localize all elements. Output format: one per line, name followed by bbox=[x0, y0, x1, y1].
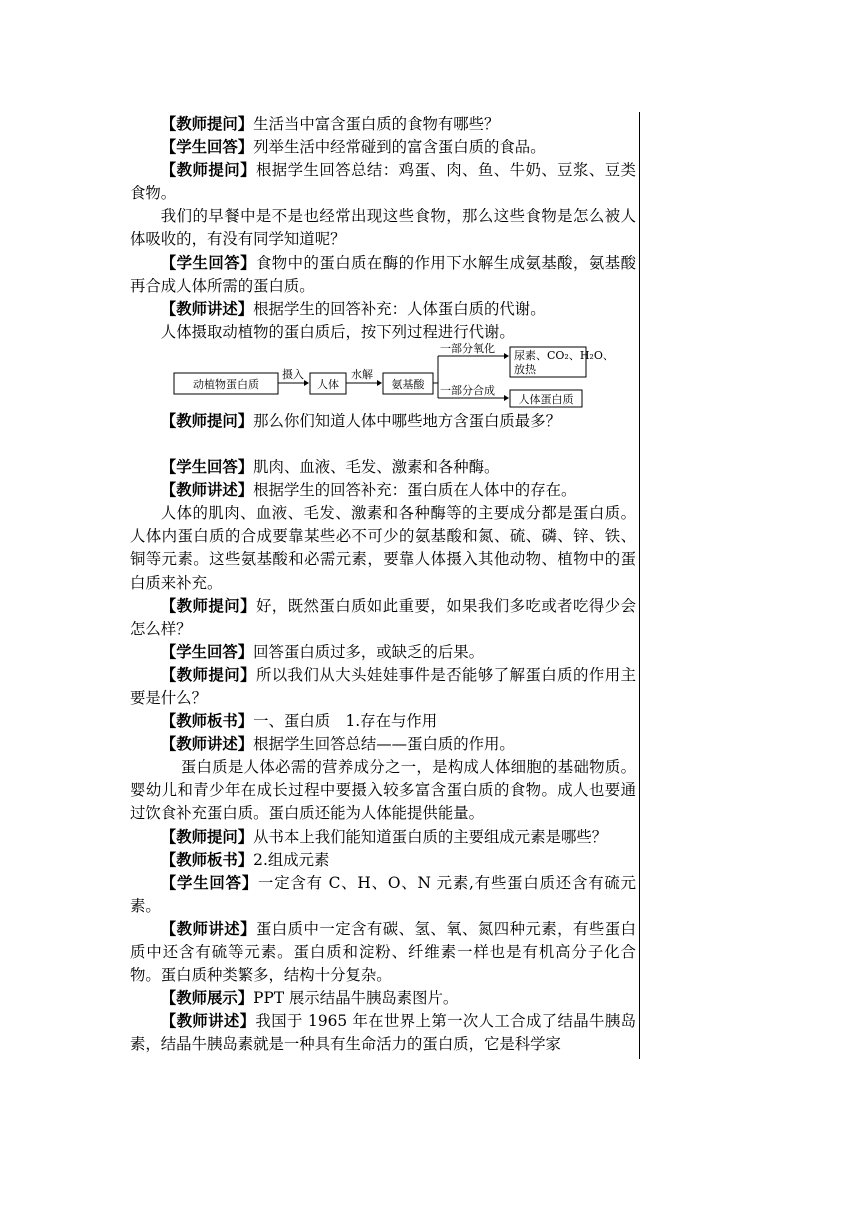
paragraph: 我们的早餐中是不是也经常出现这些食物，那么这些食物是怎么被人体吸收的，有没有同学知道呢？ bbox=[130, 207, 636, 249]
paragraph: 【教师提问】生活当中富含蛋白质的食物有哪些？ bbox=[160, 115, 500, 133]
arrow-ingest-label: 摄入 bbox=[282, 367, 304, 381]
arrow-synthesize-head bbox=[504, 395, 509, 401]
box-products-line2: 放热 bbox=[514, 362, 536, 376]
paragraph: 【教师板书】一、蛋白质 1.存在与作用 bbox=[160, 712, 438, 731]
paragraph: 【教师提问】根据学生回答总结：鸡蛋、肉、鱼、牛奶、豆浆、豆类食物。 bbox=[130, 161, 636, 203]
lesson-content bbox=[130, 113, 636, 1056]
paragraph: 【学生回答】列举生活中经常碰到的富含蛋白质的食品。 bbox=[160, 138, 546, 157]
arrow-hydrolysis-label: 水解 bbox=[351, 367, 373, 381]
box-products-line1: 尿素、CO₂、H₂O、 bbox=[514, 348, 614, 362]
paragraph: 【教师提问】所以我们从大头娃娃事件是否能够了解蛋白质的作用主要是什么？ bbox=[130, 665, 636, 707]
box-source-label: 动植物蛋白质 bbox=[193, 377, 259, 391]
box-protein-label: 人体蛋白质 bbox=[518, 392, 574, 406]
metabolism-flowchart bbox=[170, 341, 614, 408]
branch-oxidize-label: 一部分氧化 bbox=[440, 341, 495, 355]
paragraph: 蛋白质是人体必需的营养成分之一，是构成人体细胞的基础物质。婴幼儿和青少年在成长过程中要摄入较多富含蛋白质的食物。成人也要通过饮食补充蛋白质。蛋白质还能为人体能提供能量。 bbox=[130, 758, 636, 823]
table-border-right bbox=[639, 112, 640, 1059]
paragraph: 【教师板书】2.组成元素 bbox=[160, 850, 330, 869]
paragraph: 【学生回答】一定含有 C、H、O、N 元素,有些蛋白质还含有硫元素。 bbox=[130, 873, 636, 915]
paragraph: 【学生回答】肌肉、血液、毛发、激素和各种酶。 bbox=[160, 458, 500, 477]
paragraph: 【教师讲述】根据学生的回答补充：人体蛋白质的代谢。 bbox=[160, 299, 546, 318]
arrow-oxidize-head bbox=[504, 353, 509, 359]
paragraph: 【教师讲述】根据学生回答总结——蛋白质的作用。 bbox=[160, 735, 515, 754]
paragraph: 人体摄取动植物的蛋白质后，按下列过程进行代谢。 bbox=[160, 322, 515, 341]
paragraph: 【学生回答】回答蛋白质过多，或缺乏的后果。 bbox=[160, 642, 485, 661]
paragraph: 【教师讲述】根据学生的回答补充：蛋白质在人体中的存在。 bbox=[160, 481, 577, 500]
branch-synthesize-label: 一部分合成 bbox=[440, 383, 495, 397]
box-amino-label: 氨基酸 bbox=[391, 377, 425, 391]
arrow-ingest-head bbox=[304, 380, 309, 386]
paragraph: 【学生回答】食物中的蛋白质在酶的作用下水解生成氨基酸，氨基酸再合成人体所需的蛋白质。 bbox=[130, 253, 636, 295]
arrow-hydrolysis-head bbox=[377, 380, 382, 386]
paragraph: 【教师讲述】蛋白质中一定含有碳、氢、氧、氮四种元素，有些蛋白质中还含有硫等元素。蛋白质和淀粉、纤维素一样也是有机高分子化合物。蛋白质种类繁多，结构十分复杂。 bbox=[130, 919, 636, 985]
paragraph: 【教师讲述】我国于 1965 年在世界上第一次人工合成了结晶牛胰岛素，结晶牛胰岛素就是一种具有生命活力的蛋白质，它是科学家 bbox=[130, 1012, 636, 1054]
blank-line bbox=[130, 433, 636, 456]
protein-metabolism-diagram bbox=[130, 341, 636, 410]
box-body-label: 人体 bbox=[317, 377, 339, 391]
paragraph: 【教师展示】PPT 展示结晶牛胰岛素图片。 bbox=[160, 989, 459, 1008]
paragraph: 人体的肌肉、血液、毛发、激素和各种酶等的主要成分都是蛋白质。人体内蛋白质的合成要靠某些必不可少的氨基酸和氮、硫、磷、锌、铁、铜等元素。这些氨基酸和必需元素，要靠人体摄入其他动物、植物中的蛋白质来补充。 bbox=[130, 504, 636, 592]
paragraph: 【教师提问】从书本上我们能知道蛋白质的主要组成元素是哪些？ bbox=[160, 827, 608, 846]
paragraph: 【教师提问】好，既然蛋白质如此重要，如果我们多吃或者吃得少会怎么样？ bbox=[130, 596, 636, 638]
paragraph: 【教师提问】那么你们知道人体中哪些地方含蛋白质最多？ bbox=[160, 411, 561, 430]
